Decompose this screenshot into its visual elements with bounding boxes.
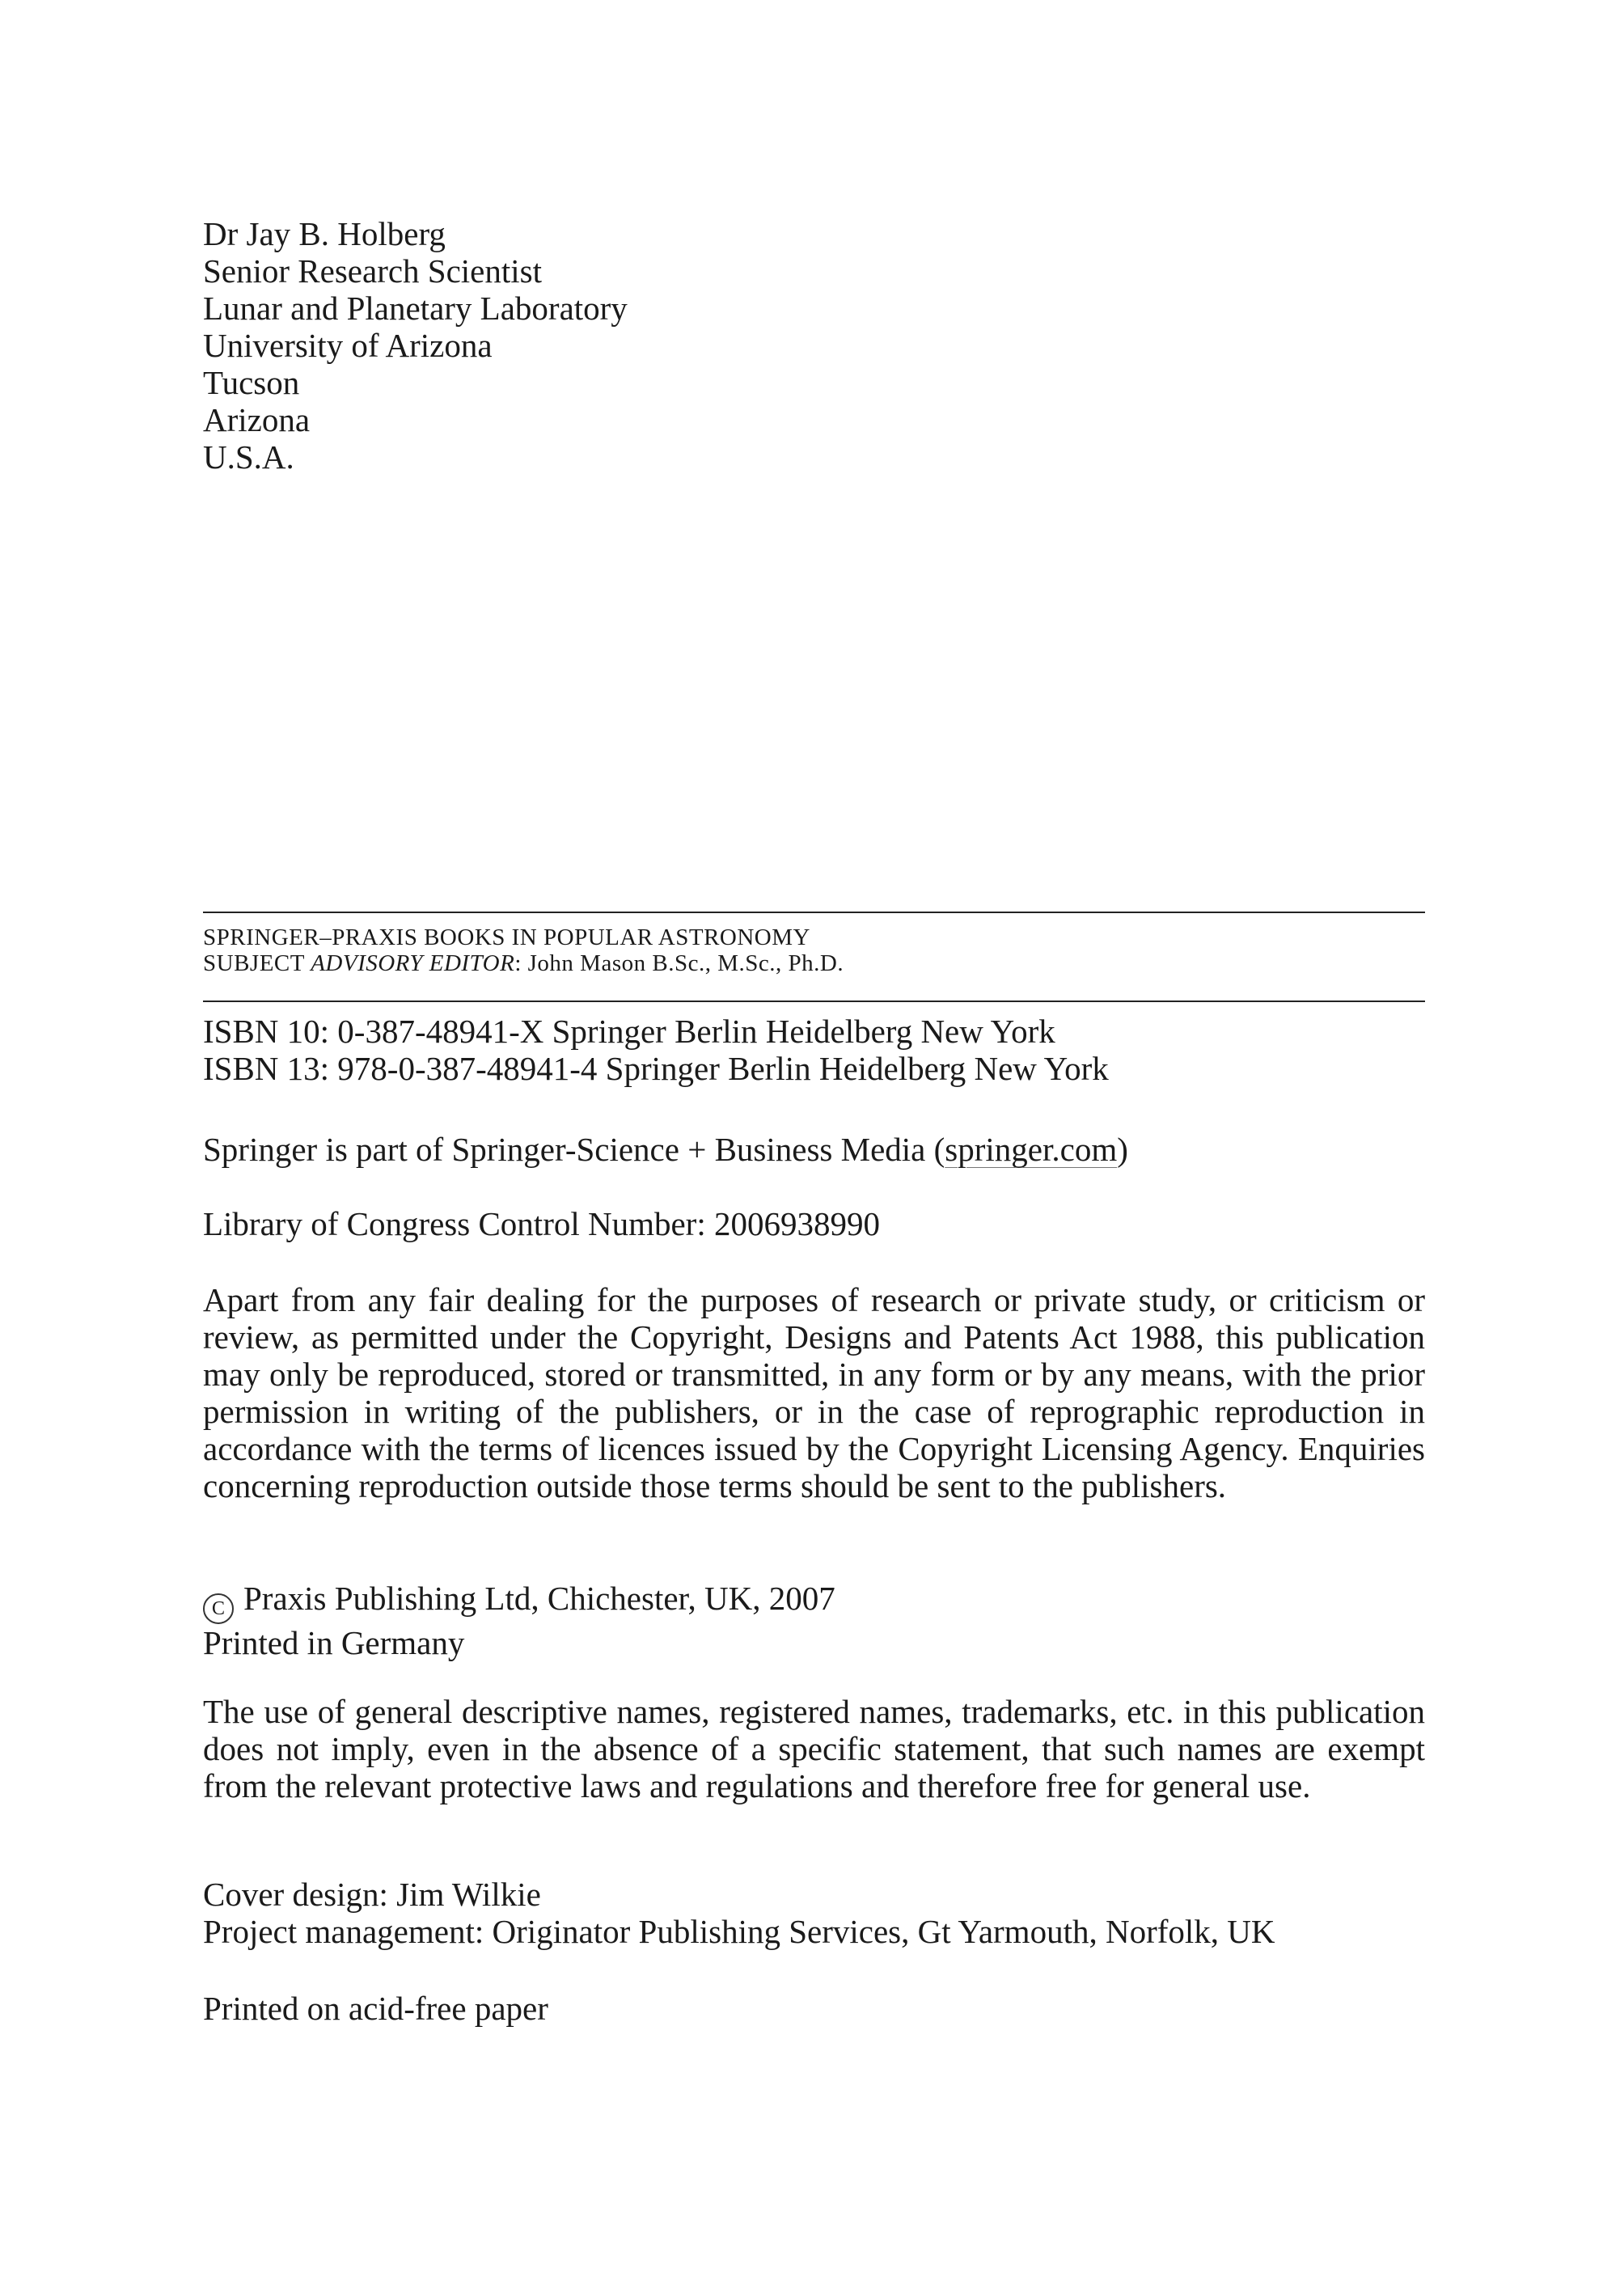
trademark-notice-text: The use of general descriptive names, registered names, trademarks, etc. in this publication does not imply, even in the absence of a specific statement, that such names are exempt from the relevant protective laws and regulations and therefore free for general use.	[203, 1693, 1425, 1804]
lccn	[203, 1205, 1425, 1242]
copyright-block	[203, 1580, 1425, 1661]
author-city: Tucson	[203, 364, 300, 401]
series-editor	[203, 950, 1425, 976]
membership-text: Springer is part of Springer-Science + Business Media (	[203, 1131, 945, 1168]
series-bottom-rule	[203, 1001, 1425, 1002]
paper-text: Printed on acid-free paper	[203, 1990, 548, 2027]
project-management: Project management: Originator Publishing Services, Gt Yarmouth, Norfolk, UK	[203, 1913, 1275, 1950]
series-info	[203, 924, 1425, 976]
lccn-text: Library of Congress Control Number: 2006938990	[203, 1205, 880, 1242]
subject-label: SUBJECT	[203, 950, 311, 976]
author-university: University of Arizona	[203, 327, 493, 364]
author-address	[203, 215, 1425, 476]
credits	[203, 1876, 1425, 1950]
springer-link[interactable]: springer.com	[945, 1131, 1118, 1168]
paper-note	[203, 1990, 1425, 2027]
isbn-10: ISBN 10: 0-387-48941-X Springer Berlin Heidelberg New York	[203, 1013, 1055, 1050]
isbn-block	[203, 1013, 1425, 1087]
publisher-membership	[203, 1131, 1425, 1168]
author-state: Arizona	[203, 401, 311, 438]
copyright-icon: C	[203, 1593, 234, 1624]
trademark-notice	[203, 1693, 1425, 1804]
printed-in: Printed in Germany	[203, 1624, 465, 1661]
author-name: Dr Jay B. Holberg	[203, 215, 446, 252]
series-title: SPRINGER–PRAXIS BOOKS IN POPULAR ASTRONOMY	[203, 924, 810, 950]
copyright-notice	[203, 1281, 1425, 1504]
isbn-13: ISBN 13: 978-0-387-48941-4 Springer Berlin Heidelberg New York	[203, 1050, 1109, 1087]
author-title: Senior Research Scientist	[203, 252, 543, 290]
author-lab: Lunar and Planetary Laboratory	[203, 290, 628, 327]
author-country: U.S.A.	[203, 438, 294, 476]
copyright-notice-text: Apart from any fair dealing for the purposes of research or private study, or criticism or review, as permitted under the Copyright, Designs and Patents Act 1988, this publication may only be reproduced, stored or transmitted, in any form or by any means, with the prior permission in writing of the publishers, or in the case of reprographic reproduction in accordance with the terms of licences issued by the Copyright Licensing Agency. Enquiries concerning reproduction outside those terms should be sent to the publishers.	[203, 1281, 1425, 1504]
membership-close: )	[1117, 1131, 1128, 1168]
advisory-editor-label: ADVISORY EDITOR	[311, 950, 515, 976]
series-top-rule	[203, 912, 1425, 913]
cover-design: Cover design: Jim Wilkie	[203, 1876, 541, 1913]
copyright-holder: Praxis Publishing Ltd, Chichester, UK, 2007	[243, 1580, 835, 1617]
editor-name: : John Mason B.Sc., M.Sc., Ph.D.	[514, 950, 844, 976]
